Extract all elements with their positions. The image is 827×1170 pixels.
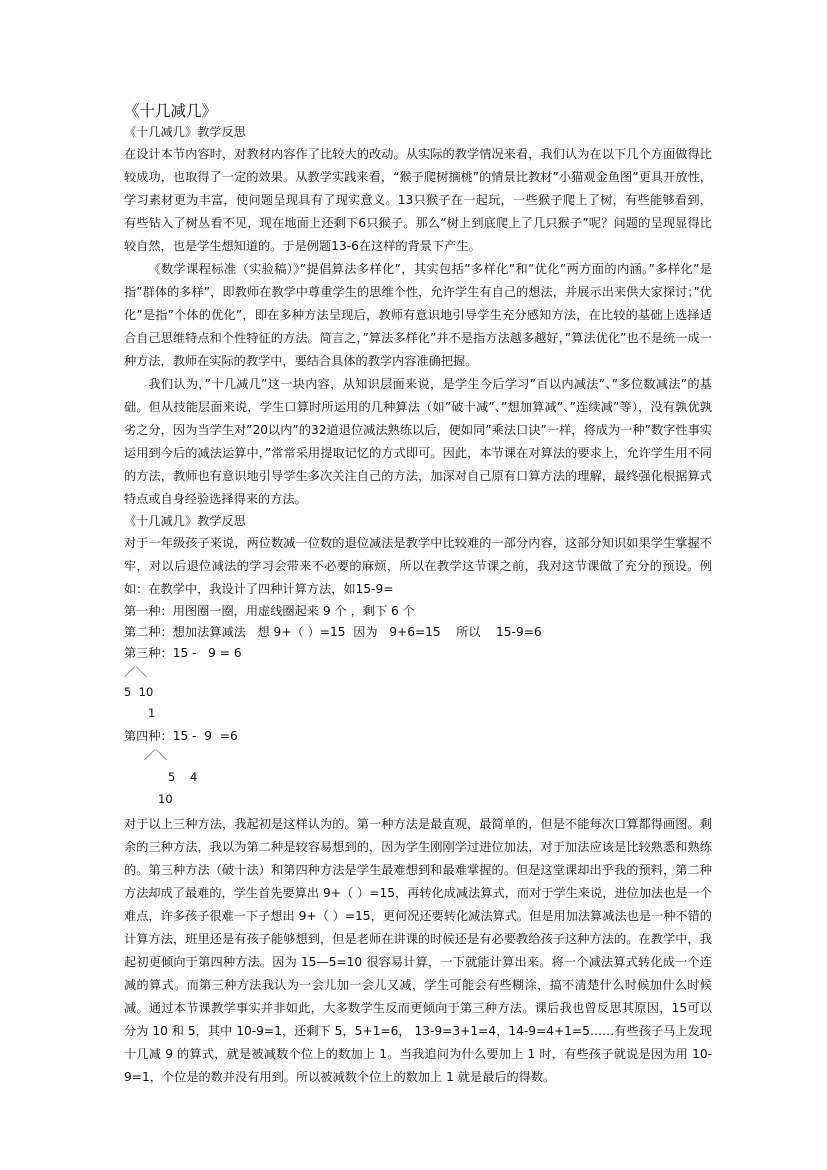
method-4-branch: ／＼	[144, 748, 167, 762]
document-page	[124, 100, 712, 1089]
document-title: 《十几减几》	[124, 102, 218, 120]
method-3-branch: ／＼	[124, 665, 147, 679]
method-4-line: 第四种：15 - 9 =6	[124, 729, 238, 743]
method-4-split-a: 5 4	[168, 770, 198, 784]
method-3-split-b: 1	[148, 706, 156, 720]
section-1-paragraph-3: 我们认为，”十几减几”这一块内容，从知识层面来说，是学生今后学习”百以内减法”、”多位数减法”的基础。但从技能层面来说，学生口算时所运用的几种算法（如”破十减”、”想加算减”、”连续减”等），没有孰优孰劣之分，因为当学生对”20以内”的32道退位减法熟练以后，便如同”乘法口诀”一样，将成为一种”数字性事实运用到今后的减法运算中，”常常采用提取记忆的方式即可。因此，本节课在对算法的要求上，允许学生用不同的方法，教师也有意识地引导学生多次关注自己的方法，加深对自己原有口算方法的理解，最终强化根据算式特点或自身经验选择得来的方法。	[124, 377, 712, 506]
section-1-paragraph-2: 《数学课程标准（实验稿）》”提倡算法多样化”，其实包括”多样化”和”优化”两方面的内涵。”多样化”是指”群体的多样”，即教师在教学中尊重学生的思维个性，允许学生有自己的想法，并展示出来供大家探讨；”优化”是指”个体的优化”，即在多种方法呈现后，教师有意识地引导学生充分感知方法，在比较的基础上选择适合自己思维特点和个性特征的方法。简言之，”算法多样化”并不是指方法越多越好，”算法优化”也不是统一成一种方法，教师在实际的教学中，要结合具体的教学内容准确把握。	[124, 262, 712, 368]
method-2-line: 第二种：想加法算减法 想 9+（ ）=15 因为 9+6=15 所以 15-9=6	[124, 625, 542, 639]
method-3-decomposition	[124, 664, 712, 726]
section-1-heading: 《十几减几》教学反思	[124, 125, 246, 139]
method-4-split-b: 10	[158, 792, 173, 806]
method-3-line: 第三种：15 - 9 = 6	[124, 646, 242, 660]
section-2-heading: 《十几减几》教学反思	[124, 514, 246, 528]
section-1-paragraph-1: 在设计本节内容时，对教材内容作了比较大的改动。从实际的教学情况来看，我们认为在以下几个方面做得比较成功，也取得了一定的效果。从教学实践来看，“猴子爬树摘桃”的情景比教材”小猫观金鱼图”更具开放性，学习素材更为丰富，使问题呈现具有了现实意义。13只猴子在一起玩，一些猴子爬上了树，有些能够看到，有些钻入了树丛看不见，现在地面上还剩下6只猴子。那么”树上到底爬上了几只猴子”呢？问题的呈现显得比较自然，也是学生想知道的。于是例题13-6在这样的背景下产生。	[124, 147, 712, 253]
section-2-paragraph-1: 对于一年级孩子来说，两位数减一位数的退位减法是教学中比较难的一部分内容，这部分知识如果学生掌握不牢，对以后退位减法的学习会带来不必要的麻烦，所以在教学这节课之前，我对这节课做了充分的预设。例如：在教学中，我设计了四种计算方法，如15-9=	[124, 536, 712, 596]
section-2-paragraph-2: 对于以上三种方法，我起初是这样认为的。第一种方法是最直观，最简单的，但是不能每次口算都得画图。剩余的三种方法，我以为第二种是较容易想到的，因为学生刚刚学过进位加法，对于加法应该是比较熟悉和熟练的。第三种方法（破十法）和第四种方法是学生最难想到和最难掌握的。但是这堂课却出乎我的预料，第二种方法却成了最难的，学生首先要算出 9+（ ）=15，再转化成减法算式，而对于学生来说，进位加法也是一个难点，许多孩子很难一下子想出 9+（ ）=15，更何况还要转化减法算式。但是用加法算减法也是一种不错的计算方法，班里还是有孩子能够想到，但是老师在讲课的时候还是有必要教给孩子这种方法的。在教学中，我起初更倾向于第四种方法。因为 15—5=10 很容易计算，一下就能计算出来。将一个减法算式转化成一个连减的算式。而第三种方法我认为一会儿加一会儿又减，学生可能会有些糊涂，搞不清楚什么时候加什么时候减。通过本节课教学事实并非如此，大多数学生反而更倾向于第三种方法。课后我也曾反思其原因，15可以分为 10 和 5，其中 10-9=1，还剩下 5，5+1=6， 13-9=3+1=4，14-9=4+1=5……有些孩子马上发现十几减 9 的算式，就是被减数个位上的数加上 1。当我追问为什么要加上 1 时，有些孩子就说是因为用 10-9=1，个位是的数并没有用到。所以被减数个位上的数加上 1 就是最后的得数。	[124, 817, 712, 1084]
method-3-split-a: 5 10	[124, 685, 154, 699]
method-4-decomposition	[124, 747, 712, 813]
method-1-line: 第一种：用图圈一圈，用虚线圈起来 9 个 ，剩下 6 个	[124, 604, 415, 618]
